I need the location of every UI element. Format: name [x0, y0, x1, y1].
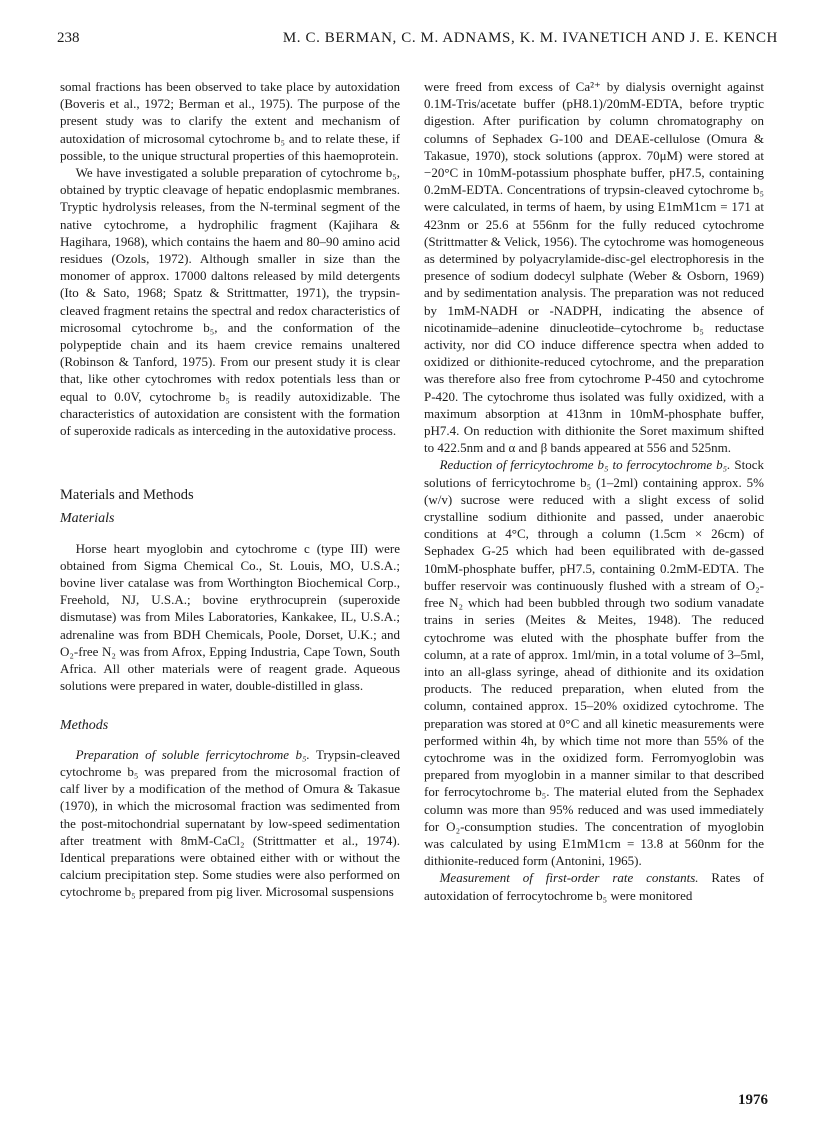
- page-number: 238: [57, 30, 80, 46]
- reduction-paragraph: [424, 456, 764, 869]
- section-heading-materials-methods: Materials and Methods: [60, 487, 194, 504]
- left-column: [60, 78, 400, 901]
- preparation-runin-heading: Preparation of soluble ferricytochrome b₅.: [75, 746, 310, 762]
- preparation-text: Trypsin-cleaved cytochrome b₅ was prepared from the microsomal fraction of calf liver by a modification of the method of Omura & Takasue (1970), in which the microsomal fraction was sedimented from the post-mitochondrial supernatant by low-speed sedimentation after treatment with 8mM-CaCl₂ (Strittmatter et al., 1974). Identical preparations were obtained either with or without the calcium precipitation step. Some studies were also performed on cytochrome b₅ prepared from pig liver. Microsomal suspensions: [60, 746, 400, 900]
- running-head-authors: M. C. BERMAN, C. M. ADNAMS, K. M. IVANETICH AND J. E. KENCH: [282, 30, 778, 46]
- intro-paragraph-2: We have investigated a soluble preparation of cytochrome b₅, obtained by tryptic cleavage of hepatic endoplasmic membranes. Tryptic hydrolysis releases, from the N-terminal segment of the native cytochrome, a hydrophilic fragment (Kajihara & Hagihara, 1968), which contains the haem and 80–90 amino acid residues (Ozols, 1972). Although smaller in size than the monomer of approx. 17000 daltons released by mild detergents (Ito & Sato, 1968; Spatz & Strittmatter, 1971), the trypsin-cleaved fragment retains the spectral and redox characteristics of microsomal cytochrome b₅, and the conformation of the polypeptide chain and its haem crevice remains unaltered (Robinson & Tanford, 1975). From our present study it is clear that, like other cytochromes with redox potentials less than or equal to 0.0V, cytochrome b₅ is readily autoxidizable. The characteristics of autoxidation are consistent with the formation of superoxide radicals as interceding in the autoxidative process.: [60, 165, 400, 439]
- intro-paragraph-1: somal fractions has been observed to take place by autoxidation (Boveris et al., 1972; Berman et al., 1975). The purpose of the present study was to clarify the extent and mechanism of autoxidation of microsomal cytochrome b₅ and to relate these, if possible, to the unique structural properties of this haemoprotein.: [60, 79, 400, 163]
- rates-paragraph: [424, 869, 764, 903]
- subheading-methods: Methods: [60, 717, 109, 733]
- right-column: [424, 78, 764, 904]
- journal-year: 1976: [738, 1092, 768, 1108]
- preparation-paragraph: [60, 746, 400, 901]
- subheading-materials: Materials: [60, 511, 115, 527]
- preparation-continued-paragraph: were freed from excess of Ca²⁺ by dialysis overnight against 0.1M-Tris/acetate buffer (pH8.1)/20mM-EDTA, before tryptic digestion. After purification by column chromatography on columns of Sephadex G-100 and DEAE-cellulose (Omura & Takasue, 1970), stock solutions (approx. 70μM) were stored at −20°C in 10mM-potassium phosphate buffer, pH7.5, containing 0.2mM-EDTA. Concentrations of trypsin-cleaved cytochrome b₅ were calculated, in terms of haem, by using E1mM1cm = 171 at 423nm or 25.6 at 556nm for the fully reduced cytochrome (Strittmatter & Velick, 1956). The cytochrome was homogeneous as determined by polyacrylamide-disc-gel electrophoresis in the presence of sodium dodecyl sulphate (Weber & Osborn, 1969) and by sedimentation analysis. The preparation was not reduced by 1mM-NADH or -NADPH, indicating the absence of nicotinamide–adenine dinucleotide–cytochrome b₅ reductase activity, nor did CO induce difference spectra when added to oxidized or dithionite-reduced cytochrome, and the preparation was therefore also free from cytochrome P-450 and cytochrome P-420. The cytochrome thus isolated was fully oxidized, with a maximum absorption at 413nm in 10mM-phosphate buffer, pH7.4. On reduction with dithionite the Soret maximum shifted to 422.5nm and α and β bands appeared at 556 and 525nm.: [424, 79, 764, 456]
- reduction-runin-heading: Reduction of ferricytochrome b₅ to ferrocytochrome b₅.: [439, 457, 731, 473]
- reduction-text: Stock solutions of ferricytochrome b₅ (1–2ml) containing approx. 5% (w/v) sucrose were reduced with a slight excess of solid crystalline sodium dithionite and passed, under anaerobic conditions at 4°C, through a column (1.5cm × 26cm) of Sephadex G-25 which had been equilibrated with de-gassed 10mM-phosphate buffer, pH7.5, containing 0.2mM-EDTA. The buffer reservoir was continuously flushed with a stream of O₂-free N₂ which had been bubbled through two sodium vanadate trains in series (Meites & Meites, 1948). The reduced cytochrome was eluted with the phosphate buffer from the column, at a rate of approx. 1ml/min, in a total volume of 3–5ml, into an all-glass syringe, ahead of dithionite and its oxidation products. The reduced preparation, when eluted from the column, contained approx. 15–20% oxidized cytochrome. The preparation was stored at 0°C and all kinetic measurements were performed within 4h, by which time not more than 55% of the cytochrome was in the oxidized form. Ferromyoglobin was prepared from myoglobin in a manner similar to that described for ferrocytochrome b₅. The material eluted from the Sephadex column was more than 95% reduced and was used immediately for O₂-consumption studies. The concentration of myoglobin was calculated by using E1mM1cm = 13.8 at 560nm for the dithionite-reduced form (Antonini, 1965).: [424, 457, 764, 869]
- rates-runin-heading: Measurement of first-order rate constants.: [439, 870, 699, 886]
- rates-text: Rates of autoxidation of ferrocytochrome b₅ were monitored: [424, 870, 764, 903]
- materials-paragraph: Horse heart myoglobin and cytochrome c (type III) were obtained from Sigma Chemical Co., St. Louis, MO, U.S.A.; bovine liver catalase was from Worthington Biochemical Corp., Freehold, NJ, U.S.A.; bovine erythrocuprein (superoxide dismutase) was from Miles Laboratories, Kankakee, IL, U.S.A.; adrenaline was from BDH Chemicals, Poole, Dorset, U.K.; and O₂-free N₂ was from Afrox, Epping Industria, Cape Town, South Africa. All other materials were of reagent grade. Aqueous solutions were prepared in water, double-distilled in glass.: [60, 540, 400, 694]
